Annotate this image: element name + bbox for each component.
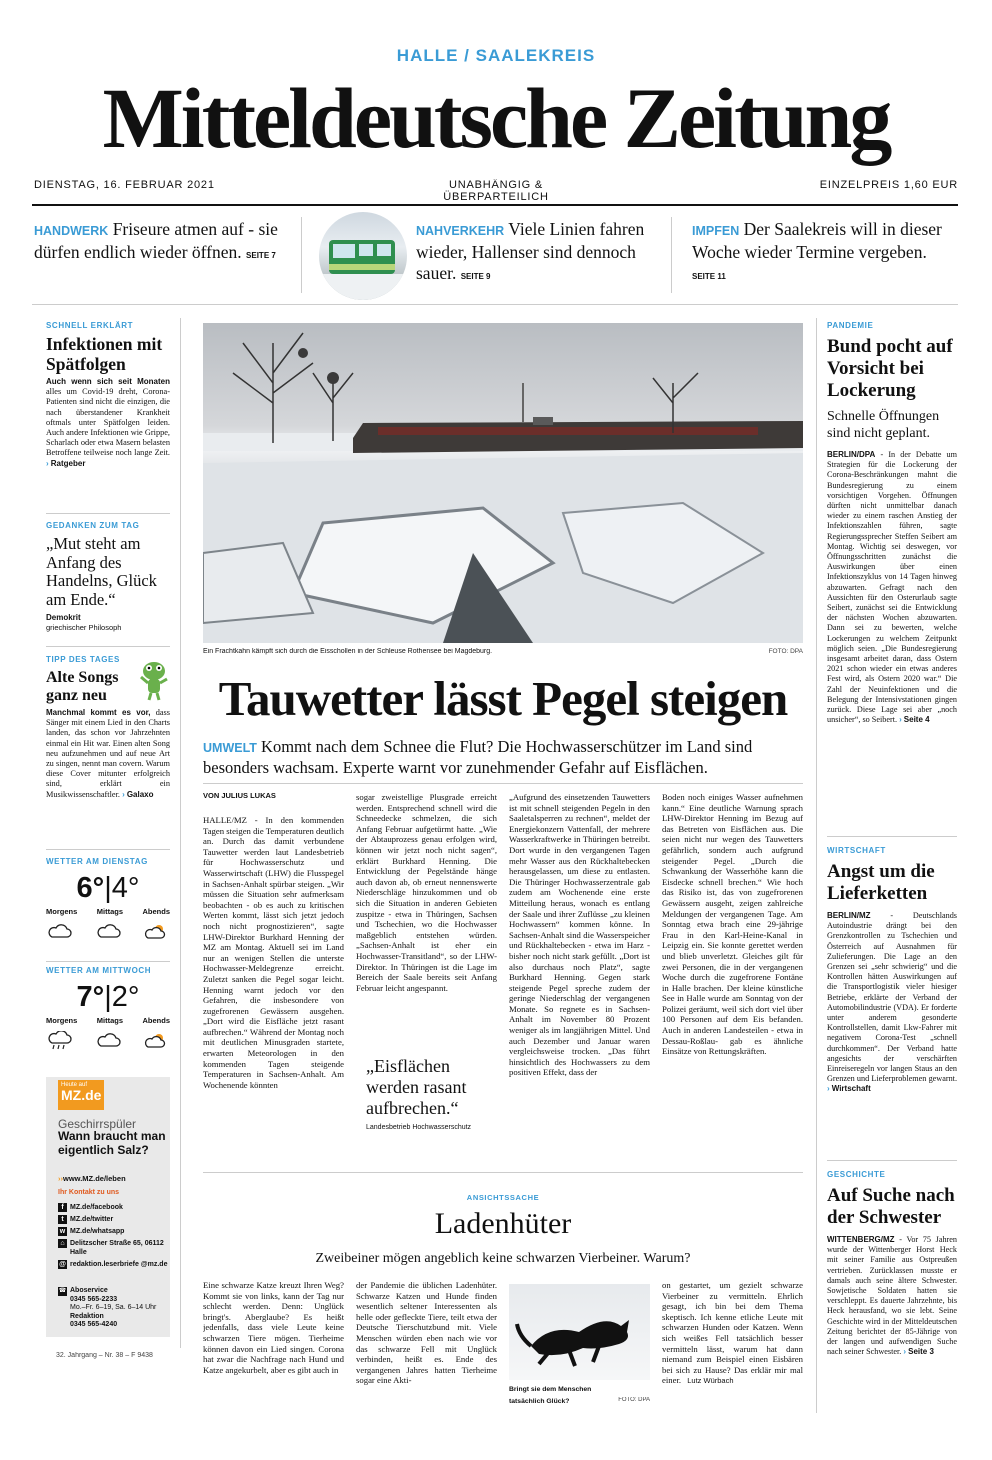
mz-link[interactable]: www.MZ.de/leben <box>63 1174 126 1183</box>
teaser-kicker: IMPFEN <box>692 224 740 238</box>
phone-icon: ☎ <box>58 1288 67 1294</box>
pandemic-ref[interactable]: Seite 4 <box>903 715 930 725</box>
weather-kicker: WETTER AM DIENSTAG <box>46 857 148 866</box>
location-icon: ⌂ <box>58 1239 67 1248</box>
tip-ref[interactable]: Galaxo <box>126 789 154 799</box>
price: EINZELPREIS 1,60 EUR <box>819 179 958 191</box>
explained-ref[interactable]: Ratgeber <box>50 458 86 468</box>
pandemic-lead: BERLIN/DPA <box>827 450 876 459</box>
weather-kicker: WETTER AM MITTWOCH <box>46 966 152 975</box>
teaser-divider <box>671 217 672 293</box>
economy-ref[interactable]: Wirtschaft <box>831 1084 871 1094</box>
weather-wednesday: WETTER AM MITTWOCH 7°|2° Morgens Mittags Abends <box>46 966 170 1066</box>
sun-cloud-icon <box>144 1031 170 1049</box>
sun-cloud-icon <box>144 922 170 940</box>
main-photo[interactable] <box>203 323 803 643</box>
mz-info-box <box>46 1077 170 1337</box>
tip-text: dass Sänger mit einem Lied in den Charts landen, das schon vor Jahrzehnten einmal ein Hit war. Einen alten Song neu aufzunehmen und auf neue Art zu singen, nennt man covern. Warum diese Cover mitunter erfolgreich sind, erklärt ein Musikwissenschaftler. <box>46 708 170 799</box>
tip-box <box>46 655 170 845</box>
contact-whatsapp[interactable]: MZ.de/whatsapp <box>70 1228 125 1235</box>
sub-rule <box>203 783 803 784</box>
mz-logo-brand: MZ.de <box>61 1087 102 1103</box>
weather-time: Abends <box>142 907 170 916</box>
opinion-col3-text: on gestartet, um gezielt schwarze Vierbeiner zu vermitteln. Ehrlich gesagt, ich bin bei dem Thema skeptisch. Ich kenne etliche Leute mit schwarzen Hunden oder Katzen. Wenn sich weißes Fell tatsächlich besser vermitteln lässt, warum hat dann niemand zum Beispiel einen Eisbären bei sich zu Hause? Das erklär mir mal einer. <box>662 1280 803 1386</box>
abo-title: Aboservice <box>70 1287 108 1294</box>
cloud-icon <box>46 922 72 940</box>
rain-icon <box>46 1031 72 1051</box>
mz-logo-label: Heute auf <box>61 1082 88 1088</box>
economy-lead: BERLIN/MZ <box>827 911 871 920</box>
teaser-rule <box>32 304 958 305</box>
contact-twitter[interactable]: MZ.de/twitter <box>70 1216 114 1223</box>
issue-date: DIENSTAG, 16. FEBRUAR 2021 <box>34 179 215 191</box>
main-headline[interactable]: Tauwetter lässt Pegel steigen <box>218 671 788 726</box>
opinion-col2: der Pandemie die üblichen Ladenhüter. Schwarze Katzen und Hunde finden wesentlich seltener Interessenten als helle oder gefleckte Tiere, teilt etwa der Deutsche Tierschutzbund mit. Viele Menschen würden eben nach wie vor das schwarze Fell mit Unglück verbinden, heißt es. Ende des vergangenen Jahres hatten Tierheime sogar eine Akti- <box>356 1280 497 1386</box>
mz-kicker: Geschirrspüler <box>58 1117 137 1131</box>
tip-title[interactable]: Alte Songs ganz neu <box>46 669 119 704</box>
cloud-icon <box>95 1031 121 1049</box>
thought-box <box>46 521 170 641</box>
redaktion-phone[interactable]: 0345 565-4240 <box>70 1321 118 1328</box>
article-rule <box>203 1172 803 1173</box>
history-box <box>827 1170 957 1410</box>
left-rule <box>46 513 170 514</box>
teaser-divider <box>301 217 302 293</box>
pandemic-box <box>827 321 957 831</box>
cat-credit: FOTO: DPA <box>618 1397 650 1403</box>
imprint: 32. Jahrgang – Nr. 38 – F 9438 <box>56 1352 153 1359</box>
explained-lead: Auch wenn sich seit Monaten <box>46 377 170 386</box>
newspaper-title[interactable]: Mitteldeutsche Zeitung <box>102 70 890 166</box>
cat-photo[interactable] <box>509 1284 650 1380</box>
history-ref[interactable]: Seite 3 <box>908 1347 934 1357</box>
explained-box <box>46 321 170 506</box>
pandemic-deck: Schnelle Öffnungen sind nicht geplant. <box>827 409 940 441</box>
pandemic-kicker: PANDEMIE <box>827 321 874 330</box>
opinion-col1: Eine schwarze Katze kreuzt Ihren Weg? Kommt sie von links, kann der Tag nur schlecht werden. Denn: Unglück bringt's. Aberglaube? Es heißt jedenfalls, dass viele Leute keine schwarzen Tiere mögen. Tierheime können davon ein Lied singen. Corona hat zwar die Nachfrage nach Hund und Katze angekurbelt, aber es gibt auch in <box>203 1280 344 1375</box>
article-col1: HALLE/MZ - In den kommenden Tagen steigen die Temperaturen deutlich an. Durch das damit verbundene Tauwetter werden laut Landesbetrieb für Hochwasserschutz und Wasserwirtschaft (LHW) die Flusspegel in Sachsen-Anhalt spürbar steigen. „Wir müssen die Situation sehr aufmerksam beobachten - ob es auch zu kritischen Werten kommt, lässt sich jetzt jedoch noch nicht prognostizieren“, sagte LHW-Direktor Burkhard Henning der MZ am Montag. Aktuell sei im Land nur an wenigen Stellen die unterste Hochwasser-Meldegrenze erreicht. Zuletzt sanken die Pegel sogar leicht. Henning warnt jedoch vor den Gefahren, die insbesondere von zugefrorenen Gewässern ausgehen. „Dort wird die Eisfläche jetzt rasant aufbrechen.“ Während der Montag noch mit deutlichen Minusgraden startete, erwarten Meteorologen in den kommenden Tagen steigende Temperaturen in Sachsen-Anhalt. Am Wochenende könnten <box>203 815 344 1090</box>
thought-kicker: GEDANKEN ZUM TAG <box>46 521 140 530</box>
teaser-ref: SEITE 11 <box>692 272 726 281</box>
mail-icon: @ <box>59 1261 66 1268</box>
contact-title: Ihr Kontakt zu uns <box>58 1189 120 1196</box>
region-label: HALLE / SAALEKREIS <box>396 46 596 65</box>
explained-text: alles um Covid-19 dreht, Corona-Patienten sind nicht die einzigen, die nach überstandener Krankheit oftmals unter Spätfolgen leiden. Auch andere Infektionen wie Grippe, Scharlach oder etwa Masern belasten Betroffene teilweise noch lange Zeit. <box>46 387 170 458</box>
motto: UNABHÄNGIG & ÜBERPARTEILICH <box>443 179 549 203</box>
weather-time: Abends <box>142 1016 170 1025</box>
main-subline <box>203 737 803 778</box>
article-col3: „Aufgrund des einsetzenden Tauwetters ist mit schnell steigenden Pegeln in den Saaletalsperren zu rechnen“, meldet der Energiekonzern Vattenfall, der mehrere Wasserkraftwerke in Thüringen betreibt. Dort wurde in den vergangenen Tagen mehr Wasser aus den Rückhaltebecken herausgelassen, um diese zu entlasten. Die Thüringer Hochwasserzentrale gab zudem am Wochenende eine erste Mitteilung heraus, wonach es entlang der Saale und ihrer Zuflüsse „zu kleinen Hochwassern“ kommen könne. In Sachsen-Anhalt sind die Wasserspeicher und Rückhaltebecken - etwa im Harz - bisher noch nicht stark gefüllt. „Dort ist also durchaus noch Platz“, sagte Burkhard Henning. Gegen stark steigende Pegel spreche zudem der geringe Niederschlag der vergangenen Monate. So regnete es in Sachsen-Anhalt im November 80 Prozent weniger als im langjährigen Mittel. Und auch Dezember und Januar waren vergleichsweise trocken. „Das führt hinsichtlich des Hochwassers zu dem positiven Effekt, dass der <box>509 792 650 1078</box>
photo-caption: Ein Frachtkahn kämpft sich durch die Eisschollen in der Schleuse Rothensee bei Magdeburg. <box>203 648 493 655</box>
explained-kicker: SCHNELL ERKLÄRT <box>46 321 134 330</box>
economy-text: - Deutschlands Autoindustrie drängt bei den Grenzkontrollen zu Tschechien und Österreich auf Ausnahmen für Zulieferungen. Die Lage an den Grenzen sei „sehr schwierig“ und die Kontrollen hätten Auswirkungen auf die Transportlogistik vieler hiesiger Betriebe, erklärte der Verband der Automobilindustrie (VDA). Er forderte unter anderem gesonderte Kontrollstellen, damit Lkw-Fahrer mit negativem Corona-Test „schnell durchkommen“. Der Verband hatte angesichts der verschärften Einreiseregeln vor langen Staus an den Grenzen und Lieferproblemen gewarnt. <box>827 911 957 1084</box>
mz-logo[interactable] <box>58 1080 104 1110</box>
photo-credit: FOTO: DPA <box>768 648 803 655</box>
left-rule <box>46 961 170 962</box>
history-title[interactable]: Auf Suche nach der Schwester <box>827 1185 955 1228</box>
abo-phone[interactable]: 0345 565-2233 <box>70 1295 118 1303</box>
facebook-icon: f <box>58 1203 67 1212</box>
teaser-kicker: HANDWERK <box>34 224 109 238</box>
weather-time: Morgens <box>46 907 78 916</box>
right-rule <box>827 836 957 837</box>
left-column-divider <box>180 318 181 1348</box>
economy-title[interactable]: Angst um die Lieferketten <box>827 861 935 904</box>
contact-facebook[interactable]: MZ.de/facebook <box>70 1204 123 1211</box>
teaser-impfen[interactable] <box>692 219 954 289</box>
weather-low: 4° <box>111 872 140 904</box>
arrow-icon: › <box>46 458 49 468</box>
redaktion-title: Redaktion <box>70 1312 104 1320</box>
pull-quote <box>366 1056 496 1151</box>
thought-role: griechischer Philosoph <box>46 623 122 632</box>
economy-box <box>827 846 957 1151</box>
teaser-ref: SEITE 9 <box>460 272 491 281</box>
pull-quote-text: „Eisflächen werden rasant aufbrechen.“ <box>366 1056 467 1118</box>
weather-tuesday: WETTER AM DIENSTAG 6°|4° Morgens Mittags Abends <box>46 857 170 957</box>
mz-question[interactable]: Wann braucht man eigentlich Salz? <box>58 1129 166 1157</box>
teaser-text: Viele Linien fahren wieder, Hallenser sind dennoch sauer. <box>416 219 645 283</box>
right-column-divider <box>816 318 817 1413</box>
explained-title[interactable]: Infektionen mit Spätfolgen <box>46 334 163 374</box>
tram-photo <box>319 212 407 300</box>
pandemic-title[interactable]: Bund pocht auf Vorsicht bei Lockerung <box>827 336 953 401</box>
arrow-icon: › <box>899 715 902 725</box>
byline: VON JULIUS LUKAS <box>203 791 276 800</box>
weather-time: Morgens <box>46 1016 78 1025</box>
weather-high: 6° <box>76 872 105 904</box>
article-col2: sogar zweistellige Plusgrade erreicht werden. Entsprechend schnell wird die Schneedecke schmelzen, die sich Anfang Februar aufgetürmt hatte. „Wie der Abtauprozess genau erfolgen wird, können wir jetzt noch nicht sagen“, erklärt Burkhard Henning. Die Entwicklung der Pegelstände hänge auch davon ab, ob erneut nennenswerte Niederschläge hinzukommen und ob sich die Situation in anderen Gebieten zuspitze - etwa in Thüringen, Sachsen und Tschechien, wo die Hochwasser maßgeblich entstehen würden. „Sachsen-Anhalt ist eher ein Hochwasser-Transitland“, so der LHW-Direktor. In Thüringen ist die Lage im Bereich der Saale bereits seit Anfang Februar leicht angespannt. <box>356 792 497 993</box>
arrow-icon: › <box>122 789 125 799</box>
thought-author: Demokrit <box>46 613 81 622</box>
teaser-nahverkehr[interactable] <box>416 219 656 289</box>
opinion-kicker: ANSICHTSSACHE <box>466 1193 540 1202</box>
opinion-col3 <box>662 1280 803 1410</box>
whatsapp-icon: w <box>59 1228 66 1235</box>
sub-kicker: UMWELT <box>203 741 257 755</box>
cloud-icon <box>95 922 121 940</box>
right-rule <box>827 1160 957 1161</box>
contact-address: Delitzscher Straße 65, 06112 Halle <box>70 1240 164 1256</box>
opinion-author: Lutz Würbach <box>687 1376 734 1386</box>
masthead-rule <box>32 204 958 206</box>
weather-time: Mittags <box>96 1016 123 1025</box>
history-lead: WITTENBERG/MZ <box>827 1235 895 1244</box>
weather-low: 2° <box>111 981 140 1013</box>
cat-caption: Bringt sie dem Menschen tatsächlich Glück? <box>509 1386 592 1405</box>
history-kicker: GESCHICHTE <box>827 1170 886 1179</box>
arrow-icon: › <box>903 1347 907 1357</box>
twitter-icon: t <box>58 1215 67 1224</box>
pandemic-text: - In der Debatte um Strategien für die Lockerung der Corona-Beschränkungen mahnt die Bundesregierung zu einem vorsichtigen Vorgehen. Öffnungen dürften nicht unmittelbar danach wieder zu einem raschen Anstieg der Infektionszahlen führen, sagte Regierungssprecher Steffen Seibert am Montag. Wichtig sei deswegen, vor Öffnungsschritten zunächst die Auswirkungen über einen Infektionszyklus von 14 Tagen hinweg abzuwarten. Gefragt nach den Aussichten für den Osterurlaub sagte Seibert, zunächst sei die Entwicklung der nächsten Wochen abzuwarten. Dann sei zu bewerten, welche Lockerungen zu welchem Zeitpunkt möglich seien. „Die Bundesregierung insgesamt arbeitet daran, dass Ostern 2021 schon wieder ein etwas anderes Fest wird, als Ostern 2020 war.“ Die Zahl der Neuinfektionen und die Belegung der Intensivstationen gingen zurück. Diese Lage sei aber „noch unsicher“, so Seibert. <box>827 450 957 725</box>
article-col4: Boden noch einiges Wasser aufnehmen kann.“ Eine deutliche Warnung sprach LHW-Direktor Henning im Bezug auf das Betreten von Eisflächen aus. Die seien nicht nur wegen des Tauwetters gefährlich, sondern auch aufgrund steigender Pegel. „Durch die Schwankung der Wasserhöhe kann die Eisdecke schnell brechen.“ Wie hoch das Risiko ist, das von zugefrorenen Gewässern ausgeht, zeigen zahlreiche Meldungen der vergangenen Tage. Am Sonntag etwa brach eine 29-jährige Frau in den Karl-Heine-Kanal in Leipzig ein. Sie konnte gerettet werden und blieb unverletzt. Gleiches gilt für zwei Personen, die in der vergangenen Woche durch die zugefrorene Fontäne in Halle brachen. Der kleine künstliche See in Halle wurde am Sonntag von der Polizei geräumt, weil sich dort viel über 100 Personen auf dem Eis befanden. Auch in anderen Landesteilen - etwa in Dessau-Roßlau- gab es ähnliche Einsätze von Rettungskräften. <box>662 792 803 1057</box>
weather-time: Mittags <box>96 907 123 916</box>
teaser-text: Friseure atmen auf - sie dürfen endlich wieder öffnen. <box>34 219 278 262</box>
history-text: - Vor 75 Jahren wurde der Wittenberger Horst Heck mit seiner Familie aus Ostpreußen vertrieben. Zurücklassen musste er damals auch seine ältere Schwester. Sowjetische Soldaten hatten sie verschleppt. Es dauerte Jahrzehnte, bis Heck herausfand, wo sie lebt. Seine Geschichte wird in der Mitteldeutschen Zeitung berichtet der 85-Jährige von der langen und aufwendigen Suche nach seiner Schwester. <box>827 1235 957 1357</box>
teaser-handwerk[interactable] <box>34 219 284 289</box>
teaser-text: Der Saalekreis will in dieser Woche wieder Termine vergeben. <box>692 219 942 262</box>
thought-quote: „Mut steht am Anfang des Handelns, Glück am Ende.“ <box>46 534 157 609</box>
pull-quote-source: Landesbetrieb Hochwasserschutz <box>366 1124 472 1131</box>
left-rule <box>46 646 170 647</box>
arrow-icon: › <box>827 1084 830 1094</box>
abo-hours: Mo.–Fr. 6–19, Sa. 6–14 Uhr <box>70 1304 157 1311</box>
opinion-sub: Zweibeiner mögen angeblich keine schwarzen Vierbeiner. Warum? <box>315 1251 691 1266</box>
teaser-kicker: NAHVERKEHR <box>416 224 505 238</box>
tip-lead: Manchmal kommt es vor, <box>46 708 151 717</box>
opinion-title[interactable]: Ladenhüter <box>434 1207 572 1240</box>
economy-kicker: WIRTSCHAFT <box>827 846 886 855</box>
contact-email[interactable]: redaktion.leserbriefe @mz.de <box>70 1261 168 1268</box>
weather-high: 7° <box>76 981 105 1013</box>
teaser-ref: SEITE 7 <box>246 251 276 260</box>
sub-text: Kommt nach dem Schnee die Flut? Die Hochwasserschützer im Land sind besonders wachsam. Experte warnt vor zunehmender Gefahr auf Eisflächen. <box>203 737 753 777</box>
left-rule <box>46 849 170 850</box>
arrow-icon: ›› <box>58 1174 63 1183</box>
frog-icon <box>138 657 170 701</box>
tip-kicker: TIPP DES TAGES <box>46 655 120 664</box>
